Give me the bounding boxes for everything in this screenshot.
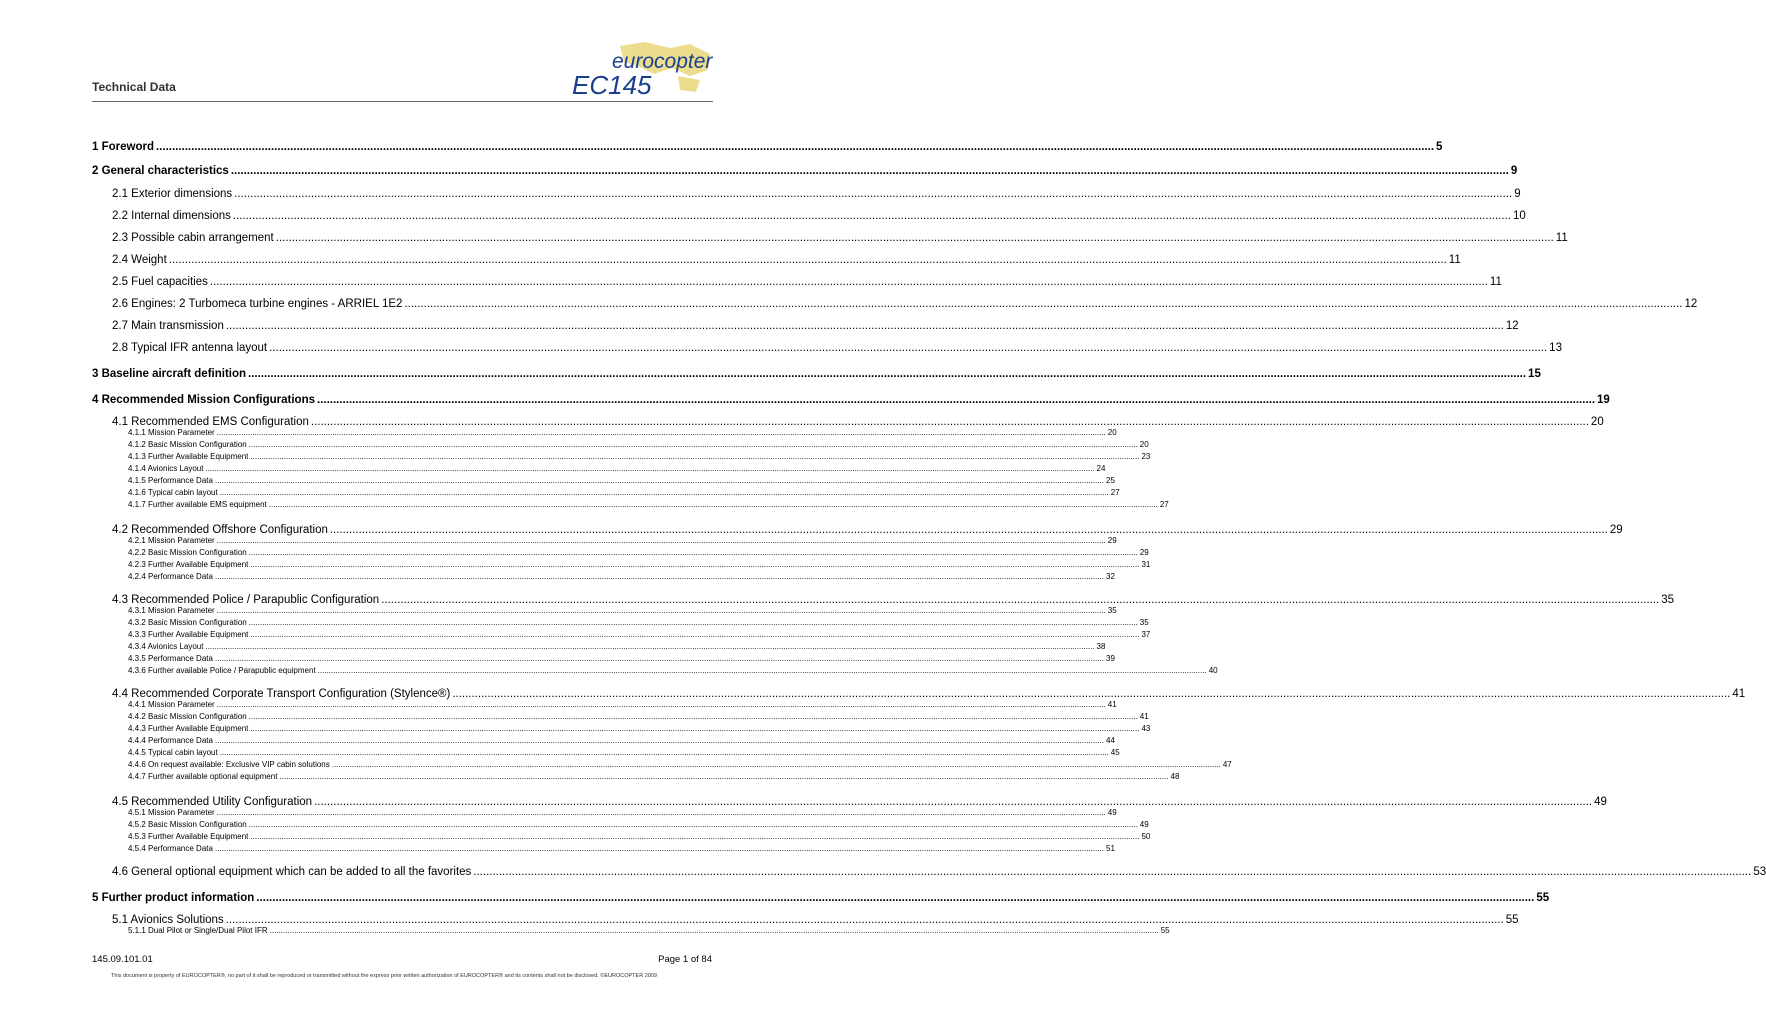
toc-entry-page: 19: [1597, 394, 1610, 406]
toc-entry-title: 2.2 Internal dimensions: [112, 210, 231, 222]
toc-dot-leader: ................................................................................................................................................................................................................................................................................................................................................................................................................: [216, 606, 1106, 615]
toc-entry[interactable]: [128, 748, 1120, 757]
toc-dot-leader: ................................................................................................................................................................................................................................................................................................................................................................................................................: [216, 428, 1106, 437]
toc-dot-leader: ................................................................................................................................................................................................................................................................................................................................................................................................................: [225, 320, 1504, 332]
toc-dot-leader: ................................................................................................................................................................................................................................................................................................................................................................................................................: [248, 548, 1138, 557]
toc-entry-page: 11: [1448, 254, 1461, 266]
toc-dot-leader: ................................................................................................................................................................................................................................................................................................................................................................................................................: [381, 594, 1660, 606]
toc-entry-title: 4.3.4 Avionics Layout: [128, 642, 204, 651]
toc-dot-leader: ................................................................................................................................................................................................................................................................................................................................................................................................................: [155, 141, 1435, 153]
toc-dot-leader: ................................................................................................................................................................................................................................................................................................................................................................................................................: [232, 210, 1511, 222]
toc-entry-title: 4.4.7 Further available optional equipment: [128, 772, 278, 781]
toc-entry-title: 4.2 Recommended Offshore Configuration: [112, 524, 328, 536]
toc-entry[interactable]: [128, 772, 1180, 781]
toc-entry[interactable]: [128, 606, 1117, 615]
toc-entry-title: 4.3.2 Basic Mission Configuration: [128, 618, 247, 627]
toc-entry-page: 43: [1141, 724, 1151, 733]
toc-entry-title: 2 General characteristics: [92, 165, 229, 177]
toc-entry-page: 55: [1536, 892, 1550, 904]
toc-entry-title: 5 Further product information: [92, 892, 255, 904]
toc-entry-page: 29: [1609, 524, 1623, 536]
toc-entry-page: 31: [1141, 560, 1151, 569]
toc-entry[interactable]: [128, 760, 1232, 769]
toc-entry[interactable]: [128, 476, 1115, 485]
toc-entry[interactable]: [112, 524, 1623, 536]
toc-entry-title: 4.6 General optional equipment which can be added to all the favorites: [112, 866, 472, 878]
toc-entry-title: 4.4.2 Basic Mission Configuration: [128, 712, 247, 721]
toc-entry[interactable]: [128, 926, 1170, 935]
toc-entry-page: 9: [1510, 165, 1518, 177]
toc-entry[interactable]: [112, 796, 1607, 808]
toc-dot-leader: ................................................................................................................................................................................................................................................................................................................................................................................................................: [214, 736, 1104, 745]
toc-entry-page: 49: [1139, 820, 1149, 829]
toc-entry[interactable]: [128, 736, 1115, 745]
toc-entry-title: 2.5 Fuel capacities: [112, 276, 208, 288]
toc-entry-page: 27: [1159, 500, 1169, 509]
toc-entry[interactable]: [128, 820, 1149, 829]
toc-entry[interactable]: [112, 416, 1604, 428]
toc-dot-leader: ................................................................................................................................................................................................................................................................................................................................................................................................................: [225, 914, 1504, 926]
toc-entry-title: 4.1.7 Further available EMS equipment: [128, 500, 267, 509]
toc-entry-title: 4.5.4 Performance Data: [128, 844, 213, 853]
toc-entry[interactable]: [128, 488, 1120, 497]
toc-dot-leader: ................................................................................................................................................................................................................................................................................................................................................................................................................: [269, 926, 1159, 935]
toc-entry-title: 2.6 Engines: 2 Turbomeca turbine engines - ARRIEL 1E2: [112, 298, 403, 310]
toc-entry[interactable]: [92, 165, 1518, 177]
toc-entry-title: 4.4.3 Further Available Equipment: [128, 724, 249, 733]
toc-entry-title: 4.1.6 Typical cabin layout: [128, 488, 218, 497]
toc-dot-leader: ................................................................................................................................................................................................................................................................................................................................................................................................................: [279, 772, 1169, 781]
toc-entry-title: 4.1.4 Avionics Layout: [128, 464, 204, 473]
toc-dot-leader: ................................................................................................................................................................................................................................................................................................................................................................................................................: [168, 254, 1447, 266]
toc-entry-page: 13: [1549, 342, 1562, 354]
toc-entry-page: 49: [1107, 808, 1117, 817]
toc-entry-title: 4.4.4 Performance Data: [128, 736, 213, 745]
toc-dot-leader: ................................................................................................................................................................................................................................................................................................................................................................................................................: [275, 232, 1554, 244]
toc-entry[interactable]: [92, 368, 1541, 380]
toc-entry[interactable]: [112, 232, 1568, 244]
toc-dot-leader: ................................................................................................................................................................................................................................................................................................................................................................................................................: [250, 630, 1140, 639]
toc-entry-title: 4.1 Recommended EMS Configuration: [112, 416, 309, 428]
toc-dot-leader: ................................................................................................................................................................................................................................................................................................................................................................................................................: [250, 560, 1140, 569]
toc-dot-leader: ................................................................................................................................................................................................................................................................................................................................................................................................................: [214, 476, 1104, 485]
toc-entry-page: 10: [1512, 210, 1526, 222]
toc-entry[interactable]: [128, 642, 1106, 651]
toc-entry-title: 2.4 Weight: [112, 254, 167, 266]
toc-entry-title: 4.1.2 Basic Mission Configuration: [128, 440, 247, 449]
toc-entry-title: 4.1.3 Further Available Equipment: [128, 452, 249, 461]
logo-model-text: EC145: [572, 70, 652, 100]
toc-dot-leader: ................................................................................................................................................................................................................................................................................................................................................................................................................: [234, 188, 1513, 200]
toc-entry-page: 32: [1106, 572, 1115, 581]
toc-dot-leader: ................................................................................................................................................................................................................................................................................................................................................................................................................: [250, 724, 1140, 733]
toc-entry[interactable]: [92, 892, 1550, 904]
toc-entry-page: 27: [1110, 488, 1120, 497]
toc-dot-leader: ................................................................................................................................................................................................................................................................................................................................................................................................................: [256, 892, 1535, 904]
toc-entry-page: 35: [1139, 618, 1149, 627]
toc-entry-page: 51: [1106, 844, 1115, 853]
toc-entry[interactable]: [112, 342, 1562, 354]
toc-entry-page: 12: [1505, 320, 1519, 332]
toc-entry-title: 1 Foreword: [92, 141, 154, 153]
toc-entry-title: 4.2.1 Mission Parameter: [128, 536, 215, 545]
toc-entry[interactable]: [128, 440, 1149, 449]
toc-entry[interactable]: [128, 572, 1115, 581]
toc-entry-page: 23: [1141, 452, 1151, 461]
toc-entry-page: 24: [1096, 464, 1106, 473]
toc-entry[interactable]: [128, 548, 1149, 557]
toc-entry-title: 4.4 Recommended Corporate Transport Configuration (Stylence®): [112, 688, 451, 700]
toc-dot-leader: ................................................................................................................................................................................................................................................................................................................................................................................................................: [248, 820, 1138, 829]
toc-dot-leader: ................................................................................................................................................................................................................................................................................................................................................................................................................: [329, 524, 1608, 536]
toc-entry-page: 20: [1107, 428, 1117, 437]
footer-page-number: Page 1 of 84: [658, 954, 712, 965]
toc-entry-title: 4.3.5 Performance Data: [128, 654, 213, 663]
header-title: Technical Data: [92, 80, 176, 94]
toc-entry-page: 50: [1141, 832, 1151, 841]
toc-dot-leader: ................................................................................................................................................................................................................................................................................................................................................................................................................: [314, 796, 1593, 808]
toc-dot-leader: ................................................................................................................................................................................................................................................................................................................................................................................................................: [214, 844, 1104, 853]
toc-entry-page: 15: [1528, 368, 1541, 380]
toc-entry-page: 41: [1107, 700, 1117, 709]
toc-dot-leader: ................................................................................................................................................................................................................................................................................................................................................................................................................: [268, 500, 1158, 509]
toc-entry-title: 4.1.5 Performance Data: [128, 476, 213, 485]
toc-entry-page: 29: [1107, 536, 1117, 545]
toc-entry[interactable]: [112, 866, 1766, 878]
toc-entry-page: 37: [1141, 630, 1151, 639]
toc-entry[interactable]: [112, 210, 1526, 222]
toc-entry[interactable]: [92, 141, 1443, 153]
toc-entry[interactable]: [112, 594, 1675, 606]
toc-entry[interactable]: [128, 428, 1117, 437]
toc-entry-title: 5.1.1 Dual Pilot or Single/Dual Pilot IFR: [128, 926, 268, 935]
toc-dot-leader: ................................................................................................................................................................................................................................................................................................................................................................................................................: [214, 572, 1104, 581]
toc-entry[interactable]: [128, 844, 1115, 853]
toc-dot-leader: ................................................................................................................................................................................................................................................................................................................................................................................................................: [205, 464, 1095, 473]
toc-dot-leader: ................................................................................................................................................................................................................................................................................................................................................................................................................: [452, 688, 1731, 700]
toc-entry-title: 4.5.3 Further Available Equipment: [128, 832, 249, 841]
toc-entry-page: 5: [1436, 141, 1443, 153]
toc-entry[interactable]: [128, 808, 1117, 817]
toc-dot-leader: ................................................................................................................................................................................................................................................................................................................................................................................................................: [404, 298, 1683, 310]
toc-entry[interactable]: [128, 712, 1149, 721]
footer-copyright-notice: This document is property of EUROCOPTER®, no part of it shall be reproduced or transmitted without the express prior written authorization of EUROCOPTER® and its contents shall not be disclosed. ©EUROCOPTER 2009: [111, 973, 657, 979]
toc-entry[interactable]: [128, 724, 1151, 733]
toc-entry[interactable]: [112, 688, 1746, 700]
toc-entry-title: 4.5 Recommended Utility Configuration: [112, 796, 313, 808]
toc-dot-leader: ................................................................................................................................................................................................................................................................................................................................................................................................................: [248, 618, 1138, 627]
toc-entry-page: 41: [1732, 688, 1746, 700]
toc-dot-leader: ................................................................................................................................................................................................................................................................................................................................................................................................................: [250, 452, 1140, 461]
toc-entry-title: 4.2.2 Basic Mission Configuration: [128, 548, 247, 557]
toc-entry-page: 29: [1139, 548, 1149, 557]
toc-entry-title: 4.4.5 Typical cabin layout: [128, 748, 218, 757]
toc-entry[interactable]: [128, 666, 1218, 675]
toc-entry-title: 4.3.3 Further Available Equipment: [128, 630, 249, 639]
toc-dot-leader: ................................................................................................................................................................................................................................................................................................................................................................................................................: [248, 368, 1527, 380]
toc-dot-leader: ................................................................................................................................................................................................................................................................................................................................................................................................................: [216, 808, 1106, 817]
toc-entry-page: 11: [1555, 232, 1568, 244]
toc-entry-title: 4.3.6 Further available Police / Parapublic equipment: [128, 666, 316, 675]
toc-entry[interactable]: [128, 700, 1117, 709]
toc-entry-page: 53: [1753, 866, 1766, 878]
toc-entry-title: 4.1.1 Mission Parameter: [128, 428, 215, 437]
toc-entry-page: 11: [1489, 276, 1502, 288]
toc-dot-leader: ................................................................................................................................................................................................................................................................................................................................................................................................................: [248, 712, 1138, 721]
toc-entry-title: 4.2.3 Further Available Equipment: [128, 560, 249, 569]
toc-entry-title: 4.3.1 Mission Parameter: [128, 606, 215, 615]
toc-entry-page: 12: [1684, 298, 1698, 310]
toc-entry[interactable]: [128, 464, 1106, 473]
toc-entry-page: 9: [1514, 188, 1521, 200]
toc-dot-leader: ................................................................................................................................................................................................................................................................................................................................................................................................................: [317, 666, 1207, 675]
toc-dot-leader: ................................................................................................................................................................................................................................................................................................................................................................................................................: [248, 440, 1138, 449]
toc-entry-page: 44: [1106, 736, 1115, 745]
toc-dot-leader: ................................................................................................................................................................................................................................................................................................................................................................................................................: [219, 748, 1109, 757]
toc-dot-leader: ................................................................................................................................................................................................................................................................................................................................................................................................................: [317, 394, 1596, 406]
toc-entry-page: 35: [1661, 594, 1675, 606]
toc-entry-title: 4.3 Recommended Police / Parapublic Configuration: [112, 594, 380, 606]
toc-entry-title: 2.3 Possible cabin arrangement: [112, 232, 274, 244]
logo-brand-text: eurocopter: [612, 50, 713, 73]
toc-dot-leader: ................................................................................................................................................................................................................................................................................................................................................................................................................: [216, 700, 1106, 709]
toc-entry-page: 20: [1139, 440, 1149, 449]
toc-dot-leader: ................................................................................................................................................................................................................................................................................................................................................................................................................: [310, 416, 1589, 428]
toc-entry-title: 5.1 Avionics Solutions: [112, 914, 224, 926]
toc-dot-leader: ................................................................................................................................................................................................................................................................................................................................................................................................................: [209, 276, 1488, 288]
toc-dot-leader: ................................................................................................................................................................................................................................................................................................................................................................................................................: [230, 165, 1509, 177]
toc-dot-leader: ................................................................................................................................................................................................................................................................................................................................................................................................................: [205, 642, 1095, 651]
toc-entry[interactable]: [128, 832, 1151, 841]
toc-entry-title: 4 Recommended Mission Configurations: [92, 394, 315, 406]
toc-entry-title: 4.5.1 Mission Parameter: [128, 808, 215, 817]
toc-entry[interactable]: [112, 298, 1698, 310]
toc-entry-title: 4.5.2 Basic Mission Configuration: [128, 820, 247, 829]
toc-entry[interactable]: [128, 500, 1169, 509]
toc-entry-page: 35: [1107, 606, 1117, 615]
toc-entry[interactable]: [128, 560, 1151, 569]
toc-entry-page: 41: [1139, 712, 1149, 721]
toc-entry-page: 25: [1106, 476, 1115, 485]
toc-entry[interactable]: [92, 394, 1610, 406]
toc-entry[interactable]: [112, 276, 1502, 288]
toc-entry-page: 55: [1505, 914, 1519, 926]
toc-dot-leader: ................................................................................................................................................................................................................................................................................................................................................................................................................: [219, 488, 1109, 497]
toc-entry-page: 39: [1106, 654, 1115, 663]
toc-entry[interactable]: [128, 630, 1151, 639]
toc-entry-page: 45: [1110, 748, 1120, 757]
toc-entry[interactable]: [112, 188, 1521, 200]
toc-entry-title: 4.4.6 On request available: Exclusive VIP cabin solutions: [128, 760, 330, 769]
toc-entry-page: 20: [1590, 416, 1604, 428]
toc-entry[interactable]: [112, 320, 1519, 332]
toc-entry[interactable]: [128, 536, 1117, 545]
toc-entry-page: 55: [1160, 926, 1170, 935]
toc-dot-leader: ................................................................................................................................................................................................................................................................................................................................................................................................................: [269, 342, 1548, 354]
toc-entry-page: 49: [1594, 796, 1607, 808]
toc-dot-leader: ................................................................................................................................................................................................................................................................................................................................................................................................................: [216, 536, 1106, 545]
toc-entry[interactable]: [112, 914, 1519, 926]
toc-entry-title: 4.2.4 Performance Data: [128, 572, 213, 581]
toc-entry-page: 47: [1222, 760, 1232, 769]
toc-entry-title: 2.8 Typical IFR antenna layout: [112, 342, 268, 354]
toc-dot-leader: ................................................................................................................................................................................................................................................................................................................................................................................................................: [250, 832, 1140, 841]
toc-entry-title: 3 Baseline aircraft definition: [92, 368, 247, 380]
toc-dot-leader: ................................................................................................................................................................................................................................................................................................................................................................................................................: [214, 654, 1104, 663]
toc-entry-title: 2.7 Main transmission: [112, 320, 224, 332]
toc-entry[interactable]: [128, 452, 1151, 461]
toc-entry[interactable]: [128, 654, 1115, 663]
toc-entry[interactable]: [128, 618, 1149, 627]
toc-entry-page: 38: [1096, 642, 1106, 651]
toc-entry-page: 48: [1170, 772, 1180, 781]
footer-doc-code: 145.09.101.01: [92, 954, 153, 965]
toc-entry-title: 2.1 Exterior dimensions: [112, 188, 233, 200]
toc-entry-page: 40: [1208, 666, 1218, 675]
toc-entry-title: 4.4.1 Mission Parameter: [128, 700, 215, 709]
toc-dot-leader: ................................................................................................................................................................................................................................................................................................................................................................................................................: [331, 760, 1221, 769]
toc-dot-leader: ................................................................................................................................................................................................................................................................................................................................................................................................................: [473, 866, 1752, 878]
toc-entry[interactable]: [112, 254, 1461, 266]
